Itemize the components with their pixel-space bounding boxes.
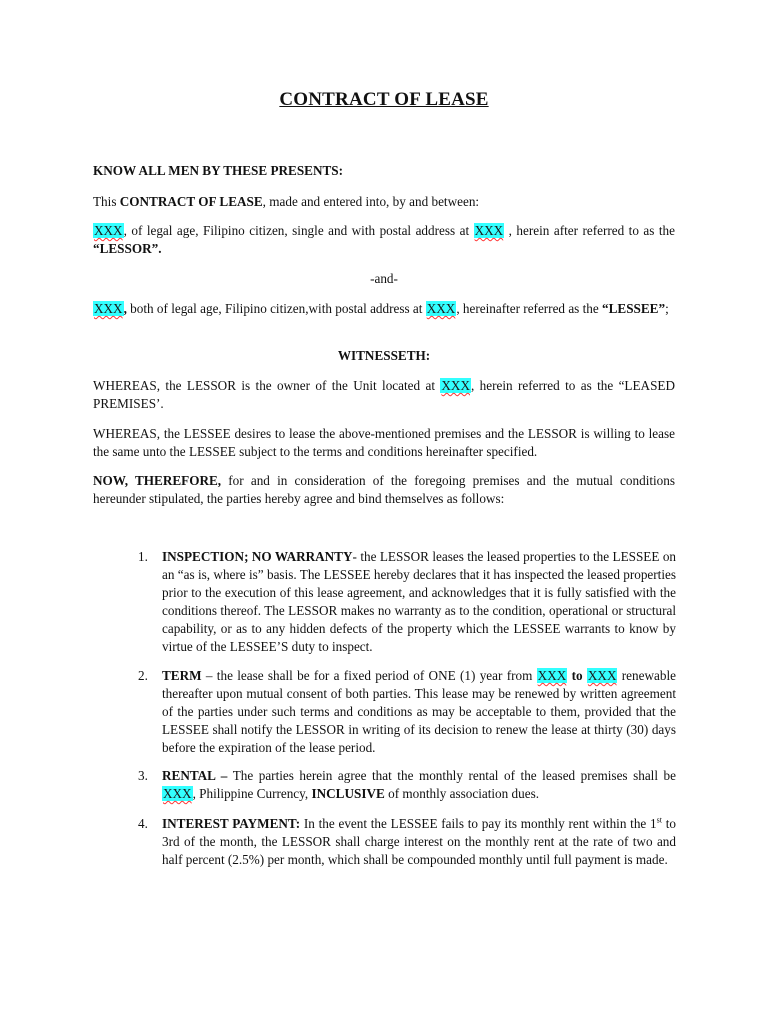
item-heading: TERM (162, 668, 202, 683)
term-start-placeholder: XXX (537, 668, 567, 683)
lessor-paragraph: XXX, of legal age, Filipino citizen, single and with postal address at XXX , herein after referred to as the “LESSOR”. (93, 223, 675, 256)
term-end-placeholder: XXX (587, 668, 617, 683)
and-separator: -and- (370, 271, 398, 286)
lessee-address-placeholder: XXX (426, 301, 456, 316)
contract-name: CONTRACT OF LEASE (119, 194, 263, 209)
whereas-owner-paragraph: WHEREAS, the LESSOR is the owner of the Unit located at XXX, herein referred to as the “LEASED PREMISES’. (93, 378, 675, 411)
rental-amount-placeholder: XXX (163, 786, 192, 801)
witnesseth-heading: WITNESSETH: (337, 348, 431, 363)
item-heading: INSPECTION; NO WARRANTY (162, 549, 353, 564)
list-item-rental: 3. RENTAL – The parties herein agree that the monthly rental of the leased premises shall be XXX, Philippine Currency, INCLUSIVE of monthly association dues. (138, 768, 676, 801)
lessor-name-placeholder: XXX (94, 223, 123, 238)
lessee-name-placeholder: XXX (94, 301, 123, 316)
item-number: 3. (138, 768, 148, 783)
whereas-lease-paragraph: WHEREAS, the LESSEE desires to lease the above-mentioned premises and the LESSOR is willing to lease the same unto the LESSEE subject to the terms and conditions hereinafter specified. (93, 426, 675, 459)
unit-placeholder: XXX (441, 378, 470, 393)
item-heading: RENTAL – (162, 768, 228, 783)
item-heading: INTEREST PAYMENT: (162, 816, 301, 831)
list-item-term: 2. TERM – the lease shall be for a fixed period of ONE (1) year from XXX to XXX renewable thereafter upon mutual consent of both parties. This lease may be renewed by written agreement of the parties under such terms and conditions as may be acceptable to them, provided that the LESSEE shall notify the LESSOR in writing of its decision to renew the lease at thirty (30) days before the expiration of the lease period. (138, 668, 676, 755)
document-title: CONTRACT OF LEASE (279, 89, 489, 110)
lessee-role: “LESSEE” (602, 301, 666, 316)
lessor-role: “LESSOR”. (93, 241, 162, 256)
list-item-inspection: 1. INSPECTION; NO WARRANTY- the LESSOR leases the leased properties to the LESSEE on an “as is, where is” basis. The LESSEE hereby declares that it has inspected the leased properties prior to the execution of this lease agreement, and acknowledges that it is fully satisfied with the conditions thereof. The LESSOR makes no warranty as to the condition, operational or structural capability, or as to any hidden defects of the property which the LESSEE warrants to know by virtue of the LESSEE’S duty to inspect. (138, 549, 677, 654)
now-therefore-paragraph: NOW, THEREFORE, for and in consideration of the foregoing premises and the mutual conditions hereunder stipulated, the parties hereby agree and bind themselves as follows: (93, 473, 676, 506)
item-number: 2. (138, 668, 148, 683)
item-number: 4. (138, 816, 148, 831)
intro-paragraph: This CONTRACT OF LEASE, made and entered into, by and between: (93, 194, 480, 209)
lessee-paragraph: XXX, both of legal age, Filipino citizen,with postal address at XXX, hereinafter referred as the “LESSEE”; (94, 301, 669, 316)
lessor-address-placeholder: XXX (474, 223, 504, 238)
heading-presents: KNOW ALL MEN BY THESE PRESENTS: (93, 163, 344, 178)
item-number: 1. (138, 549, 148, 564)
list-item-interest: 4. INTEREST PAYMENT: In the event the LESSEE fails to pay its monthly rent within the 1st to 3rd of the month, the LESSOR shall charge interest on the monthly rent at the rate of two and half percent (2.5%) per month, which shall be compounded monthly until full payment is made. (138, 815, 676, 867)
